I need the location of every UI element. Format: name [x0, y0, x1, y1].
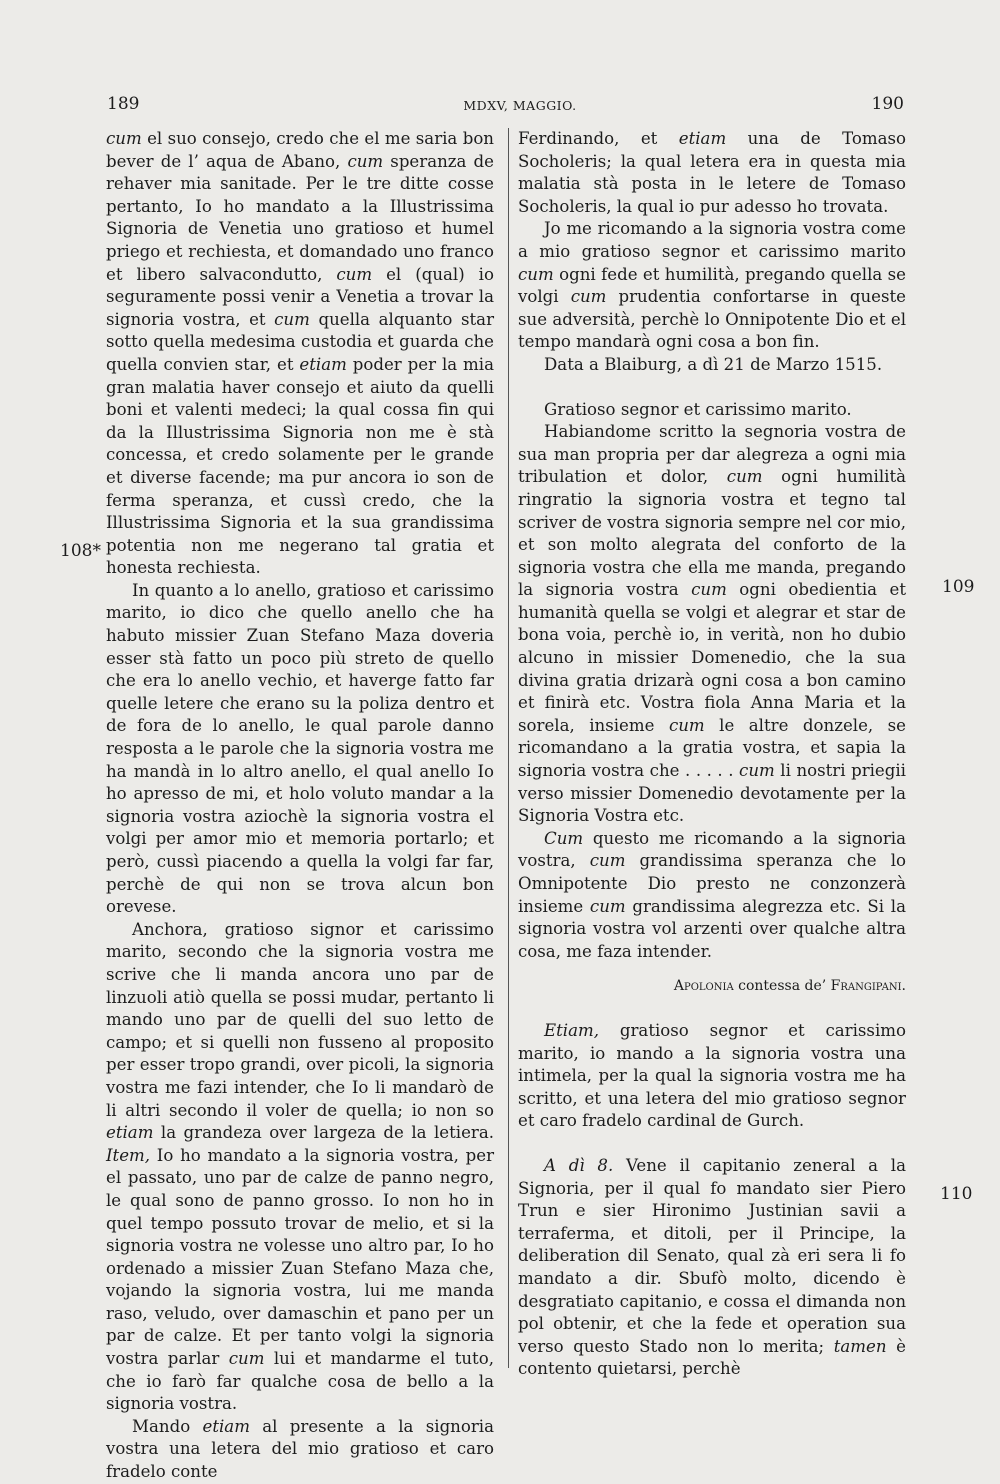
text-run: Vene il capitanio zeneral a la Signoria, per il qual fo mandato sier Piero Trun e sier Hironimo Justinian savii a terraferma, et ditoli, per il Principe, la deliberation dil Senato, qual zà eri sera li fo mandato a dir. Sbufò molto, dicendo è desgratiato capitanio, e cossa el dimanda non pol obtenir, et che la fede et operation sua verso questo Stado non lo merita; — [518, 1155, 906, 1356]
text-run: ogni obedientia et humanità quella se volgi et alegrar et star de bona voia, perchè io, in verità, non ho dubio alcuno in missier Domenedio, che la sua divina gratia drizarà ogni cosa a bon camino et finirà etc. Vostra fiola Anna Maria et la sorela, insieme — [518, 580, 906, 735]
signature-name: Apolonia — [673, 978, 734, 995]
text-run: speranza de rehaver mia sanitade. Per le tre ditte cosse pertanto, Io ho mandato a la Illustrissima Signoria de Venetia uno gratioso et humel priego et rechiesta, et domandado uno franco et libero salvacondutto, — [106, 151, 494, 284]
text-run: Anchora, gratioso signor et carissimo marito, secondo che la signoria vostra me scrive che li manda ancora uno par de linzuoli atiò quella se possi mudar, pertanto li mando uno par de quelli del suo letto de campo; et si quelli non fusseno al proposito per esser tropo grandi, over picoli, la signoria vostra me fazi intender, che Io li mandarò de li altri secondo il voler de quella; io non so — [106, 919, 494, 1120]
text-run: Io ho mandato a la signoria vostra, per el passato, uno par de calze de panno negro, le qual sono de panno grosso. Io non ho in quel tempo possuto trovar de melio, et si la signoria vostra ne volesse uno altro par, Io ho ordenado a missier Zuan Stefano Maza che, vojando la signoria vostra, lui me manda raso, veludo, over damaschin et pano per un par de calze. Et per tanto volgi la signoria vostra parlar — [106, 1145, 494, 1369]
italic-run: etiam — [299, 354, 347, 374]
text-run: el (qual) io seguramente possi venir a Venetia a trovar la signoria vostra, et — [106, 264, 494, 329]
italic-run: tamen — [833, 1336, 887, 1356]
text-run: la grandeza over largeza de la letiera. — [153, 1123, 494, 1143]
text-run: grandissima speranza che lo Omnipotente Dio presto ne conzonzerà insieme — [518, 851, 906, 916]
page-number-right: 190 — [871, 94, 904, 114]
italic-run: cum — [589, 896, 626, 916]
signature-family: Frangipani. — [830, 978, 906, 995]
italic-run: Item, — [106, 1145, 151, 1165]
italic-run: cum — [668, 715, 705, 735]
text-run: al presente a la signoria vostra una letera del mio gratioso et caro fradelo conte — [106, 1416, 494, 1482]
text-run: quella alquanto star sotto quella medesima custodia et guarda che quella convien star, et — [106, 309, 494, 374]
margin-number-110: 110 — [940, 1184, 973, 1204]
text-run: Ferdinando, et — [518, 129, 679, 148]
text-run: Habiandome scritto la segnoria vostra de sua man propria per dar alegreza a ogni mia tribulation et dolor, — [518, 422, 906, 487]
italic-run: cum — [106, 129, 142, 148]
text-run: ogni fede et humilità, pregando quella se volgi — [518, 264, 906, 307]
italic-run: cum — [228, 1349, 265, 1369]
signature — [518, 975, 906, 998]
text-run: è contento quietarsi, perchè — [518, 1336, 906, 1379]
text-run: Data a Blaiburg, a dì 21 de Marzo 1515. — [544, 354, 883, 374]
italic-run: etiam — [202, 1416, 250, 1436]
paragraph — [106, 580, 494, 919]
italic-run: A dì 8. — [544, 1155, 614, 1175]
text-run: prudentia confortarse in queste sue adversità, perchè lo Onnipotente Dio et el tempo mandarà ogni cosa a bon fin. — [518, 287, 906, 352]
paragraph — [106, 1416, 494, 1484]
italic-run: cum — [726, 467, 763, 487]
signature-title: contessa de’ — [738, 978, 827, 995]
text-run: el suo consejo, credo che el me saria bon bever de l’ aqua de Abano, — [106, 129, 494, 171]
italic-run: cum — [336, 264, 373, 284]
text-run: ogni humilità ringratio la signoria vostra et tegno tal scriver de vostra signoria sempre nel cor mio, et son molto alegrata del conforto de la signoria vostra che ella me manda, pregando la signoria vostra — [518, 467, 907, 600]
text-run: questo me ricomando a la signoria vostra, — [518, 828, 906, 871]
diary-entry — [518, 1155, 906, 1381]
paragraph — [518, 128, 906, 218]
paragraph — [106, 128, 494, 580]
text-run: In quanto a lo anello, gratioso et carissimo marito, io dico che quello anello che ha habuto missier Zuan Stefano Maza doveria esser stà fatto un poco più streto de quello che era lo anello vechio, et haverge fatto far quelle letere che erano su la poliza dentro et de fora de lo anello, le qual parole danno resposta a le parole che la signoria vostra me ha mandà in lo altro anello, el qual anello Io ho apresso de mi, et holo voluto mandar a la signoria vostra aziochè la signoria vostra el volgi per amor mio et memoria portarlo; et però, cussì piacendo a quella la volgi far far, perchè de qui non se trova alcun bon orevese. — [106, 580, 494, 917]
text-run: una de Tomaso Socholeris; la qual letera era in questa mia malatia stà posta in le letere de Tomaso Socholeris, la qual io pur adesso ho trovata. — [518, 129, 907, 216]
text-run: Jo me ricomando a la signoria vostra come a mio gratioso segnor et carissimo marito — [518, 219, 906, 261]
margin-number-108: 108* — [60, 541, 101, 561]
text-run: le altre donzele, se ricomandano a la gratia vostra, et sapia la signoria vostra che . . . . . — [518, 715, 906, 781]
text-run: gratioso segnor et carissimo marito, io mando a la signoria vostra una intimela, per la qual la signoria vostra me ha scritto, et una letera del mio gratioso segnor et caro fradelo cardinal de Gurch. — [518, 1020, 906, 1131]
right-column — [518, 128, 906, 1381]
italic-run: cum — [274, 309, 310, 329]
text-run: grandissima alegrezza etc. Si la signoria vostra vol arzenti over qualche altra cosa, me faza intender. — [518, 896, 907, 961]
letter-date — [518, 354, 906, 377]
text-run: lui et mandarme el tuto, che io farò far qualche cosa de bello a la signoria vostra. — [106, 1349, 494, 1414]
paragraph — [518, 1020, 906, 1133]
column-divider — [508, 128, 509, 1368]
italic-run: cum — [518, 264, 554, 284]
text-run: Mando — [132, 1416, 203, 1436]
paragraph — [518, 421, 906, 828]
italic-run: etiam — [106, 1123, 154, 1143]
italic-run: cum — [347, 151, 384, 171]
italic-run: cum — [589, 851, 626, 871]
page-number-left: 189 — [107, 94, 140, 114]
margin-number-109: 109 — [942, 577, 975, 597]
paragraph — [518, 828, 906, 964]
paragraph — [106, 919, 494, 1416]
italic-run: Etiam, — [544, 1020, 599, 1040]
italic-run: Cum — [544, 828, 584, 848]
running-title: MDXV, MAGGIO. — [463, 98, 577, 113]
left-column — [106, 128, 494, 1484]
italic-run: cum — [570, 287, 607, 307]
letter-salutation — [518, 399, 906, 422]
italic-run: cum — [691, 580, 727, 600]
text-run: li nostri priegii verso missier Domenedio devotamente per la Signoria Vostra etc. — [518, 761, 906, 826]
paragraph — [518, 218, 906, 354]
italic-run: etiam — [678, 129, 727, 148]
text-run: poder per la mia gran malatia haver consejo et aiuto da quelli boni et valenti medeci; la qual cossa fin qui da la Illustrissima Signoria non me è stà concessa, et credo solamente per le grande et diverse facende; ma pur ancora io son de ferma speranza, et cussì credo, che la Illustrissima Signoria et la sua grandissima potentia non me negerano tal gratia et honesta rechiesta. — [106, 354, 494, 578]
italic-run: cum — [739, 761, 775, 781]
text-run: Gratioso segnor et carissimo marito. — [544, 399, 852, 419]
